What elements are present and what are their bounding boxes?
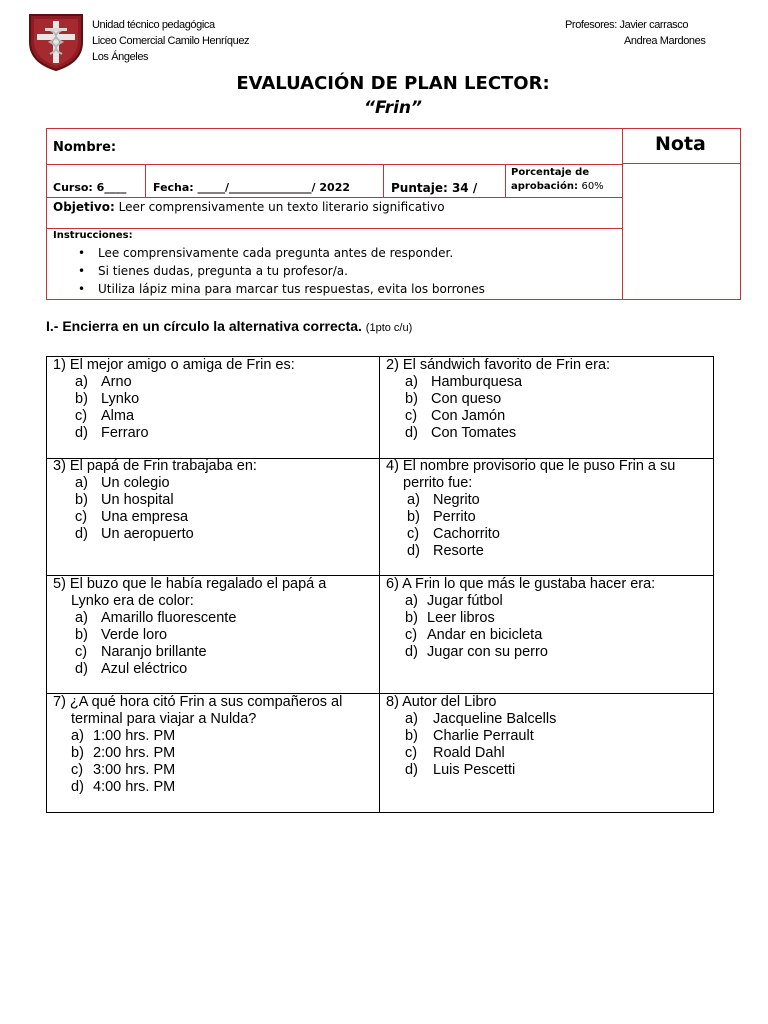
option-d[interactable] bbox=[75, 526, 257, 543]
option-text: Jugar con su perro bbox=[427, 644, 548, 660]
option-a[interactable] bbox=[405, 711, 556, 728]
option-letter: c) bbox=[407, 526, 420, 542]
option-text: Azul eléctrico bbox=[101, 661, 188, 677]
question-6 bbox=[386, 576, 655, 661]
question-text: 8) Autor del Libro bbox=[386, 694, 497, 710]
aprobacion-value: 60% bbox=[581, 181, 604, 192]
option-a[interactable] bbox=[75, 374, 295, 391]
option-letter: b) bbox=[405, 728, 418, 744]
option-letter: d) bbox=[407, 543, 420, 559]
option-text: Jacqueline Balcells bbox=[433, 711, 557, 727]
option-a[interactable] bbox=[71, 728, 342, 745]
curso-field: Curso: 6____ bbox=[53, 181, 127, 194]
fecha-field: Fecha: _____/_______________/ 2022 bbox=[153, 181, 351, 194]
nota-label: Nota bbox=[655, 133, 706, 155]
option-text: Hamburquesa bbox=[431, 374, 523, 390]
header-school-line: Liceo Comercial Camilo Henríquez bbox=[92, 35, 250, 47]
option-c[interactable] bbox=[75, 408, 295, 425]
form-divider bbox=[383, 164, 384, 197]
instruccion-text: Si tienes dudas, pregunta a tu profesor/a. bbox=[98, 264, 348, 278]
header-school bbox=[92, 17, 249, 65]
option-text: 1:00 hrs. PM bbox=[93, 728, 176, 744]
option-letter: b) bbox=[75, 492, 88, 508]
option-letter: b) bbox=[405, 391, 418, 407]
option-a[interactable] bbox=[407, 492, 675, 509]
option-d[interactable] bbox=[405, 762, 556, 779]
option-text: Un colegio bbox=[101, 475, 170, 491]
option-letter: a) bbox=[405, 593, 418, 609]
option-text: Con Jamón bbox=[431, 408, 506, 424]
question-text-continued: Lynko era de color: bbox=[71, 593, 194, 609]
option-letter: c) bbox=[71, 762, 84, 778]
option-b[interactable] bbox=[75, 492, 257, 509]
option-text: Perrito bbox=[433, 509, 476, 525]
option-letter: c) bbox=[405, 745, 418, 761]
option-b[interactable] bbox=[75, 627, 326, 644]
option-d[interactable] bbox=[405, 425, 610, 442]
porcentaje-cell bbox=[511, 166, 604, 194]
option-c[interactable] bbox=[405, 745, 556, 762]
option-letter: b) bbox=[407, 509, 420, 525]
option-a[interactable] bbox=[405, 593, 655, 610]
header-school-line: Los Ángeles bbox=[92, 51, 149, 63]
header-school-line: Unidad técnico pedagógica bbox=[92, 19, 215, 31]
question-text: 2) El sándwich favorito de Frin era: bbox=[386, 357, 611, 373]
option-text: 4:00 hrs. PM bbox=[93, 779, 176, 795]
option-letter: a) bbox=[75, 374, 88, 390]
option-d[interactable] bbox=[405, 644, 655, 661]
list-item: • Utiliza lápiz mina para marcar tus respuestas, evita los borrones bbox=[78, 282, 485, 296]
option-text: Resorte bbox=[433, 543, 484, 559]
option-text: Jugar fútbol bbox=[427, 593, 503, 609]
option-text: Arno bbox=[101, 374, 132, 390]
option-text: Amarillo fluorescente bbox=[101, 610, 237, 626]
porcentaje-label: Porcentaje de bbox=[511, 167, 590, 178]
option-letter: a) bbox=[407, 492, 420, 508]
option-c[interactable] bbox=[405, 408, 610, 425]
question-text-continued: terminal para viajar a Nulda? bbox=[71, 711, 257, 727]
option-letter: a) bbox=[405, 711, 418, 727]
option-d[interactable] bbox=[75, 661, 326, 678]
option-letter: c) bbox=[75, 644, 88, 660]
question-text: 1) El mejor amigo o amiga de Frin es: bbox=[53, 357, 295, 373]
objetivo-row bbox=[53, 200, 445, 214]
option-text: Negrito bbox=[433, 492, 480, 508]
nombre-label: Nombre: bbox=[53, 140, 117, 155]
question-1 bbox=[53, 357, 295, 442]
header-teachers: Profesores: Javier carrasco bbox=[565, 19, 689, 31]
question-5 bbox=[53, 576, 326, 678]
aprobacion-label: aprobación: bbox=[511, 181, 578, 192]
section-note: (1pto c/u) bbox=[365, 322, 413, 334]
form-divider bbox=[622, 163, 741, 164]
option-letter: a) bbox=[75, 475, 88, 491]
option-text: Con Tomates bbox=[431, 425, 517, 441]
option-text: Un hospital bbox=[101, 492, 174, 508]
option-letter: c) bbox=[405, 627, 418, 643]
question-8 bbox=[386, 694, 556, 779]
option-c[interactable] bbox=[75, 644, 326, 661]
option-text: Leer libros bbox=[427, 610, 495, 626]
objetivo-label: Objetivo: bbox=[53, 200, 115, 214]
option-text: Alma bbox=[101, 408, 135, 424]
option-letter: d) bbox=[75, 661, 88, 677]
option-b[interactable] bbox=[405, 391, 610, 408]
option-b[interactable] bbox=[405, 728, 556, 745]
objetivo-text: Leer comprensivamente un texto literario significativo bbox=[118, 200, 445, 214]
list-item: • Lee comprensivamente cada pregunta antes de responder. bbox=[78, 246, 454, 260]
option-text: Un aeropuerto bbox=[101, 526, 194, 542]
section-title: I.- Encierra en un círculo la alternativa correcta. bbox=[46, 318, 362, 334]
option-text: Andar en bicicleta bbox=[427, 627, 543, 643]
instruccion-text: Lee comprensivamente cada pregunta antes de responder. bbox=[98, 246, 454, 260]
question-3 bbox=[53, 458, 257, 543]
option-text: Lynko bbox=[101, 391, 140, 407]
option-text: 3:00 hrs. PM bbox=[93, 762, 176, 778]
option-letter: d) bbox=[405, 762, 418, 778]
option-d[interactable] bbox=[75, 425, 295, 442]
option-text: Cachorrito bbox=[433, 526, 500, 542]
option-letter: d) bbox=[75, 425, 88, 441]
option-letter: b) bbox=[75, 627, 88, 643]
question-text: 3) El papá de Frin trabajaba en: bbox=[53, 458, 257, 474]
option-b[interactable] bbox=[405, 610, 655, 627]
page-subtitle: “Frin” bbox=[364, 98, 422, 118]
option-letter: a) bbox=[75, 610, 88, 626]
option-letter: c) bbox=[75, 509, 88, 525]
question-text: 4) El nombre provisorio que le puso Frin a su bbox=[386, 458, 676, 474]
form-divider bbox=[46, 164, 622, 165]
option-letter: d) bbox=[71, 779, 84, 795]
question-7 bbox=[53, 694, 342, 796]
option-b[interactable] bbox=[71, 745, 342, 762]
option-letter: c) bbox=[75, 408, 88, 424]
list-item: • Si tienes dudas, pregunta a tu profesor/a. bbox=[78, 264, 348, 278]
option-letter: a) bbox=[405, 374, 418, 390]
puntaje-field: Puntaje: 34 / bbox=[391, 181, 478, 195]
instrucciones-list bbox=[78, 246, 485, 300]
form-divider bbox=[622, 128, 623, 300]
question-text: 5) El buzo que le había regalado el papá a bbox=[53, 576, 327, 592]
option-b[interactable] bbox=[407, 509, 675, 526]
instruccion-text: Utiliza lápiz mina para marcar tus respuestas, evita los borrones bbox=[98, 282, 485, 296]
option-d[interactable] bbox=[71, 779, 342, 796]
option-text: Luis Pescetti bbox=[433, 762, 516, 778]
option-text: Verde loro bbox=[101, 627, 168, 643]
question-text: 7) ¿A qué hora citó Frin a sus compañeros al bbox=[53, 694, 343, 710]
option-letter: b) bbox=[405, 610, 418, 626]
school-logo bbox=[27, 12, 85, 72]
option-c[interactable] bbox=[407, 526, 675, 543]
header-teacher-2: Andrea Mardones bbox=[624, 35, 706, 47]
form-divider bbox=[505, 164, 506, 197]
option-c[interactable] bbox=[75, 509, 257, 526]
section-heading bbox=[46, 318, 412, 334]
option-c[interactable] bbox=[405, 627, 655, 644]
form-divider bbox=[46, 228, 622, 229]
option-text: Una empresa bbox=[101, 509, 189, 525]
option-letter: d) bbox=[75, 526, 88, 542]
form-divider bbox=[46, 197, 622, 198]
instrucciones-label: Instrucciones: bbox=[53, 230, 133, 241]
option-letter: c) bbox=[405, 408, 418, 424]
option-letter: b) bbox=[71, 745, 84, 761]
question-text: 6) A Frin lo que más le gustaba hacer era: bbox=[386, 576, 656, 592]
option-a[interactable] bbox=[75, 610, 326, 627]
option-b[interactable] bbox=[75, 391, 295, 408]
questions-table-divider bbox=[379, 356, 380, 813]
form-divider bbox=[145, 164, 146, 197]
question-4 bbox=[386, 458, 675, 560]
option-text: Naranjo brillante bbox=[101, 644, 207, 660]
option-letter: b) bbox=[75, 391, 88, 407]
option-c[interactable] bbox=[71, 762, 342, 779]
option-letter: a) bbox=[71, 728, 84, 744]
option-text: Ferraro bbox=[101, 425, 149, 441]
option-letter: d) bbox=[405, 425, 418, 441]
option-a[interactable] bbox=[405, 374, 610, 391]
option-text: 2:00 hrs. PM bbox=[93, 745, 176, 761]
question-2 bbox=[386, 357, 610, 442]
option-text: Roald Dahl bbox=[433, 745, 505, 761]
option-letter: d) bbox=[405, 644, 418, 660]
question-text-continued: perrito fue: bbox=[403, 475, 473, 491]
option-text: Charlie Perrault bbox=[433, 728, 534, 744]
option-d[interactable] bbox=[407, 543, 675, 560]
page-title: EVALUACIÓN DE PLAN LECTOR: bbox=[236, 73, 550, 94]
option-a[interactable] bbox=[75, 475, 257, 492]
option-text: Con queso bbox=[431, 391, 502, 407]
